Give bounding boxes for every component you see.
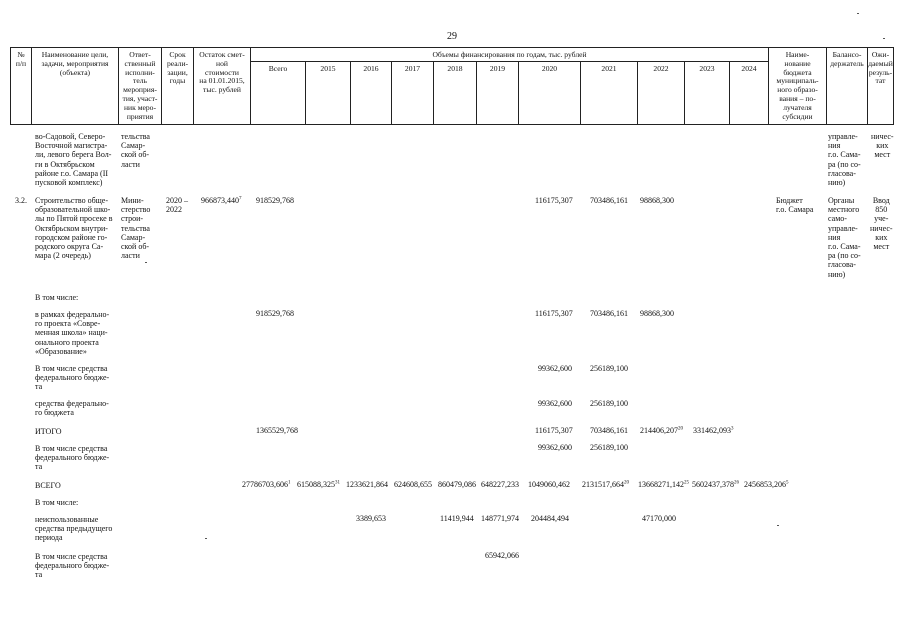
- cont-responsible: тельства Самар- ской об- ласти: [121, 132, 150, 169]
- r32-remainder-footnote: 7: [239, 196, 242, 202]
- r32-period: 2020 – 2022: [166, 196, 188, 215]
- lastfed-2019: 65942,066: [485, 551, 519, 560]
- fedproj-2021: 703486,161: [590, 309, 628, 318]
- header-period: Срок реали- зации, годы: [166, 50, 189, 86]
- r32-budget: Бюджет г.о. Самара: [776, 196, 814, 215]
- vsego-total: [242, 480, 291, 489]
- vsego-2022-footnote: 25: [684, 480, 689, 486]
- unused-2019: 148771,974: [481, 514, 519, 523]
- scan-mark: [883, 38, 885, 39]
- lastfed-name: В том числе средства федерального бюдже- та: [35, 552, 110, 580]
- scan-mark: [145, 262, 147, 263]
- r32-2020: 116175,307: [535, 196, 573, 205]
- scan-mark: [857, 13, 859, 14]
- r32-total: 918529,768: [256, 196, 294, 205]
- header-total: Всего: [268, 64, 288, 73]
- header-year-2017: 2017: [404, 64, 421, 73]
- col-border: [893, 47, 894, 125]
- vsego-2023: [692, 480, 739, 489]
- unused-name: неиспользованные средства предыдущего периода: [35, 515, 113, 543]
- vsego-2015-footnote: 31: [335, 480, 340, 486]
- r32-responsible: Мини- стерство строи- тельства Самар- ской об- ласти: [121, 196, 151, 261]
- header-budget: Наиме- нование бюджета муниципаль- ного образо- вания – по- лучателя субсидии: [776, 50, 819, 121]
- itogo-2023: [693, 426, 734, 435]
- r32-num: 3.2.: [15, 196, 27, 205]
- itogo-2022: [640, 426, 683, 435]
- itogo-2022-value: 214406,207: [640, 426, 678, 435]
- header-num: № п/п: [15, 50, 27, 68]
- unused-2016: 3389,653: [356, 514, 386, 523]
- vsego-2019: 648227,233: [481, 480, 519, 489]
- vsego-total-footnote: 1: [288, 480, 291, 486]
- r32-remainder-value: 966873,440: [201, 196, 239, 205]
- unused-2022: 47170,000: [642, 514, 676, 523]
- r32-2022: 98868,300: [640, 196, 674, 205]
- fedproj-2020: 116175,307: [535, 309, 573, 318]
- itogo-name: ИТОГО: [35, 427, 62, 436]
- fed2-2021: 256189,100: [590, 399, 628, 408]
- vsego-2023-value: 5602437,378: [692, 480, 734, 489]
- itogo-total: 1365529,768: [256, 426, 298, 435]
- vsego-2015: [297, 480, 340, 489]
- header-year-2016: 2016: [363, 64, 379, 73]
- fed1-2020: 99362,600: [538, 364, 572, 373]
- vsego-2024-value: 2456853,206: [744, 480, 786, 489]
- vsego-total-value: 27786703,606: [242, 480, 288, 489]
- page-number: 29: [447, 31, 457, 42]
- vsego-2021-footnote: 20: [624, 480, 629, 486]
- header-name: Наименование цели, задачи, мероприятия (объекта): [41, 50, 109, 77]
- unused-2020: 204484,494: [531, 514, 569, 523]
- header-responsible: Ответ- ственный исполни- тель мероприя- тия, участ- ник меро- приятия: [122, 50, 158, 121]
- incl-label: В том числе:: [35, 293, 79, 302]
- header-year-2023: 2023: [699, 64, 715, 73]
- header-bottom-rule: [10, 124, 893, 125]
- itogo-2020: 116175,307: [535, 426, 573, 435]
- header-result: Ожи- даемый резуль- тат: [868, 50, 893, 86]
- header-year-2019: 2019: [489, 64, 506, 73]
- vsego-2021-value: 2131517,664: [582, 480, 624, 489]
- vsego-2024: [744, 480, 789, 489]
- itogo-2023-footnote: 3: [731, 426, 734, 432]
- header-funding-group: Объемы финансирования по годам, тыс. рублей: [432, 50, 587, 59]
- header-year-2022: 2022: [653, 64, 669, 73]
- itogofed-name: В том числе средства федерального бюдже- та: [35, 444, 110, 472]
- cont-result: ничес- ких мест: [871, 132, 894, 160]
- itogofed-2020: 99362,600: [538, 443, 572, 452]
- vsego-2020: 1049060,462: [528, 480, 570, 489]
- vsego-2018: 860479,086: [438, 480, 476, 489]
- header-top-rule: [10, 47, 893, 48]
- itogo-2023-value: 331462,093: [693, 426, 731, 435]
- fedproj-total: 918529,768: [256, 309, 294, 318]
- vsego-2015-value: 615088,325: [297, 480, 335, 489]
- vsego-2016: 1233621,864: [346, 480, 388, 489]
- vsego-2021: [582, 480, 629, 489]
- r32-name: Строительство обще- образовательной шко- лы по Пятой просеке в Октябрьском внутри- городском районе го- родского округа Са- мара (2 очередь): [35, 196, 113, 261]
- header-year-2018: 2018: [447, 64, 463, 73]
- unused-2018: 11419,944: [440, 514, 474, 523]
- itogo-2021: 703486,161: [590, 426, 628, 435]
- vsego-name: ВСЕГО: [35, 481, 61, 490]
- vsego-2022: [638, 480, 689, 489]
- vsego-2023-footnote: 26: [734, 480, 739, 486]
- fed1-2021: 256189,100: [590, 364, 628, 373]
- header-year-2021: 2021: [601, 64, 617, 73]
- itogofed-2021: 256189,100: [590, 443, 628, 452]
- fed2-name: средства федерально- го бюджета: [35, 399, 109, 418]
- header-year-2015: 2015: [320, 64, 336, 73]
- fed2-2020: 99362,600: [538, 399, 572, 408]
- r32-result: Ввод 850 уче- ничес- ких мест: [870, 196, 893, 252]
- header-remainder: Остаток смет- ной стоимости на 01.01.2015, тыс. рублей: [199, 50, 245, 95]
- header-year-2024: 2024: [741, 64, 757, 73]
- fedproj-2022: 98868,300: [640, 309, 674, 318]
- vsego-2017: 624608,655: [394, 480, 432, 489]
- r32-holder: Органы местного само- управле- ния г.о. Сама- ра (по со- гласова- нию): [828, 196, 861, 279]
- header-holder: Балансо- держатель: [830, 50, 864, 68]
- fed1-name: В том числе средства федерального бюдже- та: [35, 364, 110, 392]
- r32-2021: 703486,161: [590, 196, 628, 205]
- fedproj-name: в рамках федерально- го проекта «Совре- менная школа» наци- онального проекта «Образование»: [35, 310, 110, 356]
- scan-mark: [205, 538, 207, 539]
- years-subheader-rule: [250, 61, 768, 62]
- header-year-2020: 2020: [541, 64, 558, 73]
- cont-holder: управле- ния г.о. Сама- ра (по со- гласова- нию): [828, 132, 861, 188]
- r32-remainder: [201, 196, 242, 205]
- vsego-2022-value: 13668271,142: [638, 480, 684, 489]
- vsego-incl-label: В том числе:: [35, 498, 79, 507]
- itogo-2022-footnote: 20: [678, 426, 683, 432]
- scan-mark: [777, 525, 779, 526]
- cont-name: во-Садовой, Северо- Восточной магистра- ли, левого берега Вол- ги в Октябрьском районе г.о. Самара (II пусковой комплекс): [35, 132, 112, 188]
- vsego-2024-footnote: 5: [786, 480, 789, 486]
